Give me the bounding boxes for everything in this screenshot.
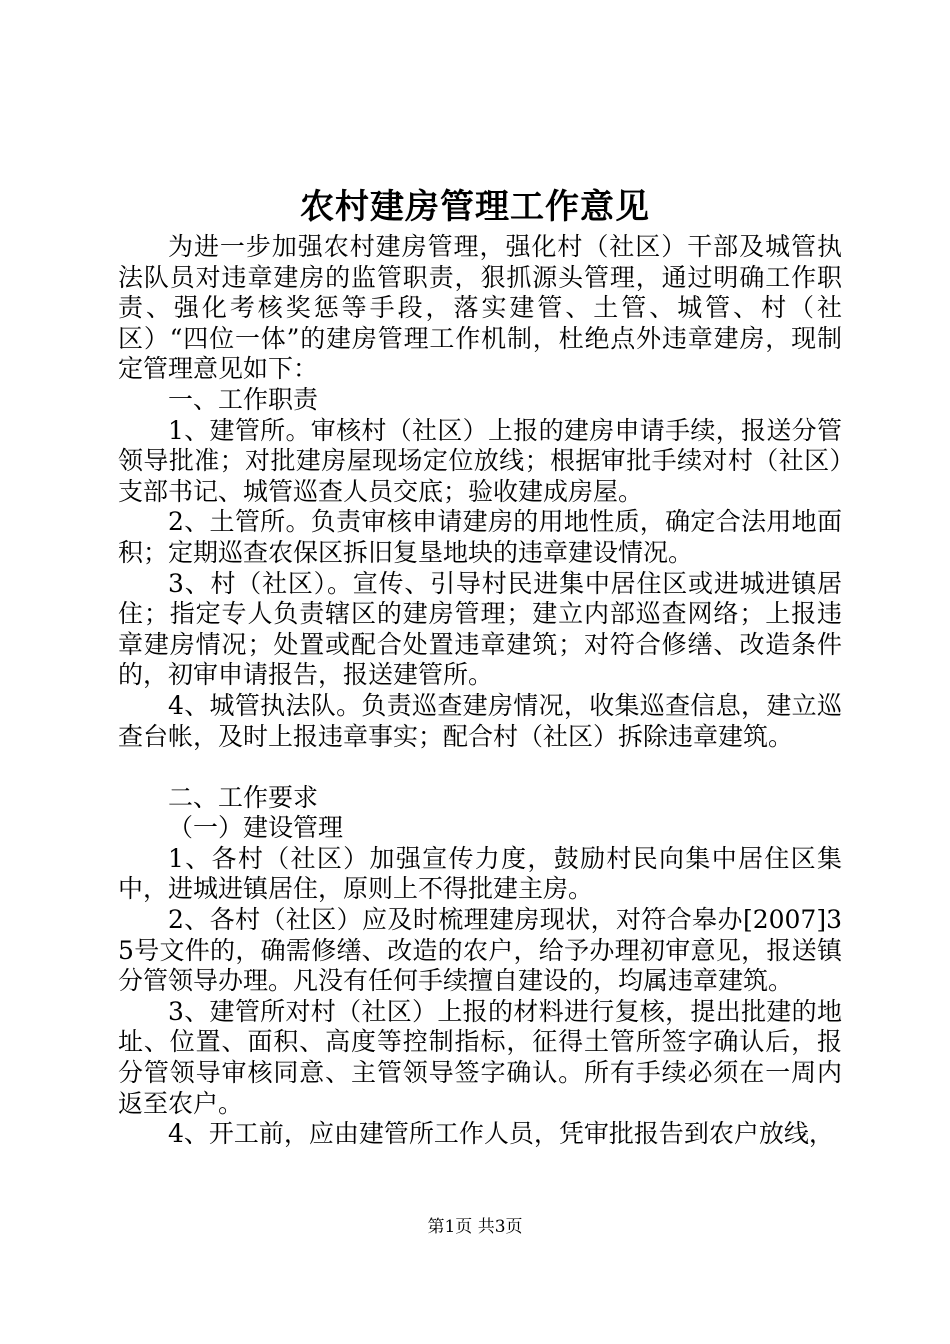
section-heading-duties: 一、工作职责 xyxy=(168,384,319,414)
section-heading-requirements: 二、工作要求 xyxy=(168,782,319,812)
duty-item-land-office: 2、土管所。负责审核申请建房的用地性质，确定合法用地面积；定期巡查农保区拆旧复垦地块的违章建设情况。 xyxy=(118,507,842,567)
requirement-item-1: 1、各村（社区）加强宣传力度，鼓励村民向集中居住区集中，进城进镇居住，原则上不得批建主房。 xyxy=(118,843,842,904)
subsection-heading-construction-management: （一）建设管理 xyxy=(168,813,344,843)
duty-item-urban-enforcement: 4、城管执法队。负责巡查建房情况，收集巡查信息，建立巡查台帐，及时上报违章事实；配合村（社区）拆除违章建筑。 xyxy=(118,690,842,751)
document-title: 农村建房管理工作意见 xyxy=(300,187,650,227)
duty-item-village: 3、村（社区）。宣传、引导村民进集中居住区或进城进镇居住；指定专人负责辖区的建房管理；建立内部巡查网络；上报违章建房情况；处置或配合处置违章建筑；对符合修缮、改造条件的，初审申请报告，报送建管所。 xyxy=(118,568,842,690)
duty-item-construction-office: 1、建管所。审核村（社区）上报的建房申请手续，报送分管领导批准；对批建房屋现场定位放线；根据审批手续对村（社区）支部书记、城管巡查人员交底；验收建成房屋。 xyxy=(118,415,842,506)
requirement-item-2: 2、各村（社区）应及时梳理建房现状，对符合皋办[2007]35号文件的，确需修缮、改造的农户，给予办理初审意见，报送镇分管领导办理。凡没有任何手续擅自建设的，均属违章建筑。 xyxy=(118,905,842,996)
document-body xyxy=(118,232,842,1150)
page-number-footer: 第1页 共3页 xyxy=(427,1217,523,1237)
requirement-item-4: 4、开工前，应由建管所工作人员，凭审批报告到农户放线， xyxy=(168,1119,834,1149)
intro-paragraph: 为进一步加强农村建房管理，强化村（社区）干部及城管执法队员对违章建房的监管职责，狠抓源头管理，通过明确工作职责、强化考核奖惩等手段，落实建管、土管、城管、村（社区）“四位一体”的建房管理工作机制，杜绝点外违章建房，现制定管理意见如下： xyxy=(118,232,842,384)
requirement-item-3: 3、建管所对村（社区）上报的材料进行复核，提出批建的地址、位置、面积、高度等控制指标，征得土管所签字确认后，报分管领导审核同意、主管领导签字确认。所有手续必须在一周内返至农户。 xyxy=(118,996,842,1118)
